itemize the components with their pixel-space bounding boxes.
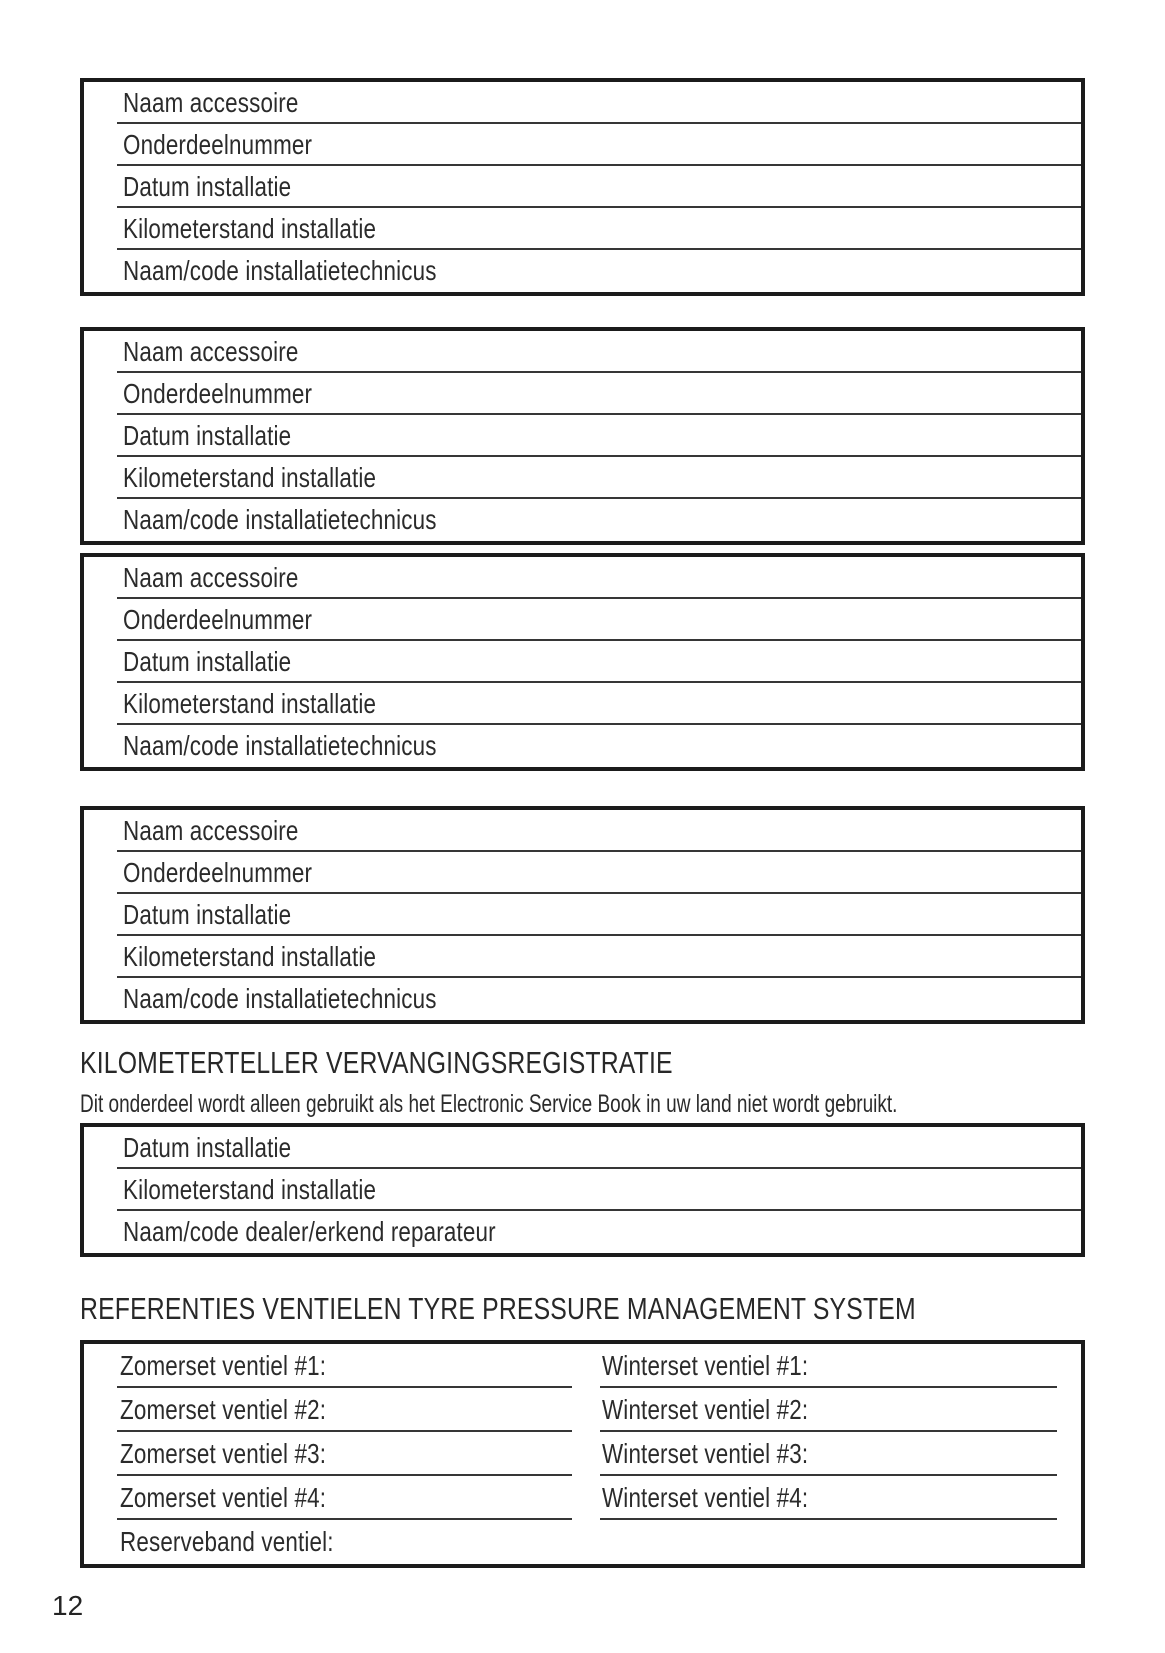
row-label-winterset-3: Winterset ventiel #3: xyxy=(602,1438,809,1469)
accessory-box-4 xyxy=(80,806,1085,1024)
row-label-naam-accessoire: Naam accessoire xyxy=(123,562,299,593)
row-label-kilometerstand-installatie: Kilometerstand installatie xyxy=(123,941,377,972)
form-row xyxy=(84,810,1081,852)
accessory-box-2 xyxy=(80,327,1085,545)
tpms-cell xyxy=(84,1388,590,1432)
row-label-zomerset-3: Zomerset ventiel #3: xyxy=(120,1438,327,1469)
tpms-cell xyxy=(590,1388,1081,1432)
form-row xyxy=(84,725,1081,767)
tpms-cell xyxy=(590,1344,1081,1388)
form-row xyxy=(84,82,1081,124)
row-label-datum-installatie: Datum installatie xyxy=(123,899,292,930)
form-row xyxy=(84,599,1081,641)
form-row xyxy=(84,936,1081,978)
tpms-cell xyxy=(84,1344,590,1388)
form-row xyxy=(84,208,1081,250)
form-row xyxy=(84,499,1081,541)
row-label-installatietechnicus: Naam/code installatietechnicus xyxy=(123,730,437,761)
form-row xyxy=(84,1211,1081,1253)
form-row xyxy=(84,557,1081,599)
odometer-box xyxy=(80,1123,1085,1257)
row-label-naam-accessoire: Naam accessoire xyxy=(123,815,299,846)
form-row xyxy=(84,894,1081,936)
form-row xyxy=(84,166,1081,208)
form-row xyxy=(84,331,1081,373)
row-label-onderdeelnummer: Onderdeelnummer xyxy=(123,604,313,635)
row-label-onderdeelnummer: Onderdeelnummer xyxy=(123,857,313,888)
row-label-installatietechnicus: Naam/code installatietechnicus xyxy=(123,504,437,535)
accessory-box-1 xyxy=(80,78,1085,296)
odometer-description: Dit onderdeel wordt alleen gebruikt als het Electronic Service Book in uw land niet wordt gebruikt. xyxy=(80,1090,898,1118)
row-label-winterset-4: Winterset ventiel #4: xyxy=(602,1482,809,1513)
row-label-kilometerstand-installatie: Kilometerstand installatie xyxy=(123,462,377,493)
form-row xyxy=(84,641,1081,683)
row-label-reserveband: Reserveband ventiel: xyxy=(120,1526,334,1557)
row-label-datum-installatie: Datum installatie xyxy=(123,171,292,202)
tpms-cell xyxy=(84,1476,590,1520)
tpms-cell-empty xyxy=(590,1520,1081,1564)
form-row xyxy=(84,457,1081,499)
row-label-naam-accessoire: Naam accessoire xyxy=(123,87,299,118)
row-label-datum-installatie: Datum installatie xyxy=(123,1132,292,1163)
row-label-dealer-reparateur: Naam/code dealer/erkend reparateur xyxy=(123,1216,496,1247)
row-label-datum-installatie: Datum installatie xyxy=(123,646,292,677)
form-row xyxy=(84,1127,1081,1169)
tpms-cell xyxy=(84,1520,590,1564)
row-label-installatietechnicus: Naam/code installatietechnicus xyxy=(123,255,437,286)
row-label-naam-accessoire: Naam accessoire xyxy=(123,336,299,367)
form-row xyxy=(84,978,1081,1020)
row-label-zomerset-1: Zomerset ventiel #1: xyxy=(120,1350,327,1381)
row-label-winterset-1: Winterset ventiel #1: xyxy=(602,1350,809,1381)
form-row xyxy=(84,250,1081,292)
tpms-cell xyxy=(590,1432,1081,1476)
form-row xyxy=(84,415,1081,457)
tpms-row xyxy=(84,1476,1081,1520)
tpms-row xyxy=(84,1344,1081,1388)
form-row xyxy=(84,1169,1081,1211)
page-number: 12 xyxy=(52,1590,84,1621)
form-row xyxy=(84,373,1081,415)
row-label-onderdeelnummer: Onderdeelnummer xyxy=(123,378,313,409)
row-label-kilometerstand-installatie: Kilometerstand installatie xyxy=(123,688,377,719)
tpms-cell xyxy=(84,1432,590,1476)
tpms-row xyxy=(84,1388,1081,1432)
row-label-winterset-2: Winterset ventiel #2: xyxy=(602,1394,809,1425)
form-row xyxy=(84,852,1081,894)
tpms-cell xyxy=(590,1476,1081,1520)
tpms-box xyxy=(80,1340,1085,1568)
tpms-row xyxy=(84,1432,1081,1476)
row-label-zomerset-4: Zomerset ventiel #4: xyxy=(120,1482,327,1513)
row-label-installatietechnicus: Naam/code installatietechnicus xyxy=(123,983,437,1014)
row-label-zomerset-2: Zomerset ventiel #2: xyxy=(120,1394,327,1425)
tpms-row xyxy=(84,1520,1081,1564)
form-row xyxy=(84,683,1081,725)
section-title-tpms: REFERENTIES VENTIELEN TYRE PRESSURE MANAGEMENT SYSTEM xyxy=(80,1291,916,1326)
section-title-kilometerteller: KILOMETERTELLER VERVANGINGSREGISTRATIE xyxy=(80,1045,673,1080)
row-label-datum-installatie: Datum installatie xyxy=(123,420,292,451)
row-label-kilometerstand-installatie: Kilometerstand installatie xyxy=(123,213,377,244)
form-row xyxy=(84,124,1081,166)
accessory-box-3 xyxy=(80,553,1085,771)
row-label-kilometerstand-installatie: Kilometerstand installatie xyxy=(123,1174,377,1205)
row-label-onderdeelnummer: Onderdeelnummer xyxy=(123,129,313,160)
